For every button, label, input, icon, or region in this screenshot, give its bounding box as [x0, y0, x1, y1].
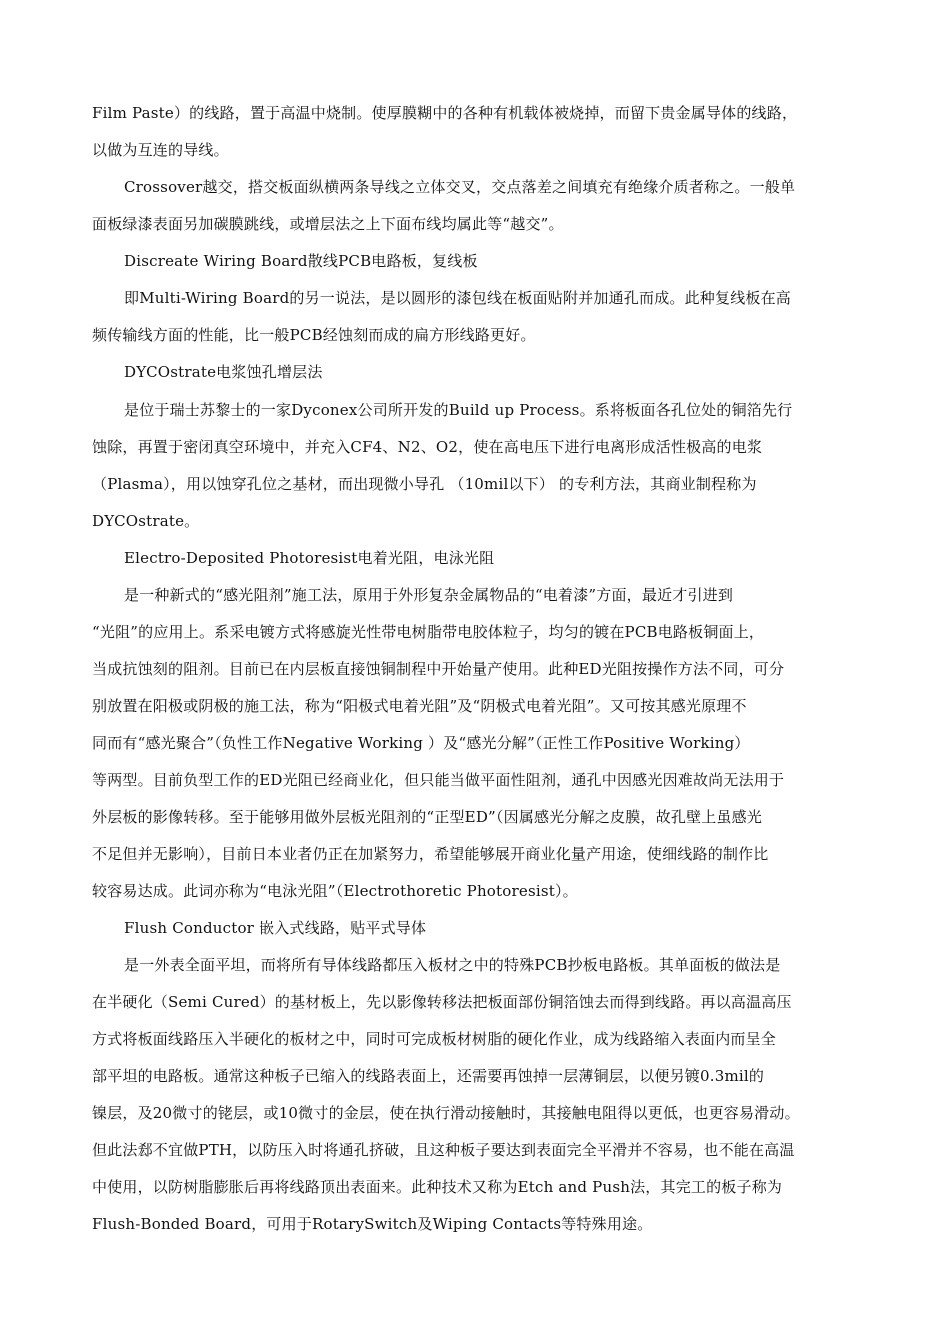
- text-line: 方式将板面线路压入半硬化的板材之中，同时可完成板材树脂的硬化作业，成为线路缩入表面内而呈全: [92, 1030, 777, 1048]
- text-line: 蚀除，再置于密闭真空环境中，并充入CF4、N2、O2，使在高电压下进行电离形成活性极高的电浆: [92, 438, 763, 456]
- text-line: 部平坦的电路板。通常这种板子已缩入的线路表面上，还需要再蚀掉一层薄铜层，以便另镀0.3mil的: [92, 1067, 765, 1085]
- term-heading: Flush Conductor 嵌入式线路，贴平式导体: [124, 919, 427, 937]
- paragraph-crossover: Crossover越交，搭交板面纵横两条导线之立体交叉，交点落差之间填充有绝缘介质者称之。一般单: [124, 178, 796, 196]
- text-line: 较容易达成。此词亦称为“电泳光阻”（Electrothoretic Photoresist）。: [92, 882, 578, 900]
- text-line: 频传输线方面的性能，比一般PCB经蚀刻而成的扁方形线路更好。: [92, 326, 536, 344]
- text-line: 是位于瑞士苏黎士的一家Dyconex公司所开发的Build up Process。系将板面各孔位处的铜箔先行: [124, 401, 793, 419]
- text-line: 镍层，及20微寸的铑层，或10微寸的金层，使在执行滑动接触时，其接触电阻得以更低，也更容易滑动。: [92, 1104, 800, 1122]
- text-line: 等两型。目前负型工作的ED光阻已经商业化，但只能当做平面性阻剂，通孔中因感光因难故尚无法用于: [92, 771, 785, 789]
- term-heading: Electro-Deposited Photoresist电着光阻，电泳光阻: [124, 549, 495, 567]
- text-line: 以做为互连的导线。: [92, 141, 229, 159]
- text-line: （Plasma），用以蚀穿孔位之基材，而出现微小导孔 （10mil以下） 的专利方法，其商业制程称为: [92, 475, 757, 493]
- text-line: 面板绿漆表面另加碳膜跳线，或增层法之上下面布线均属此等“越交”。: [92, 215, 564, 233]
- text-line: Film Paste）的线路，置于高温中烧制。使厚膜糊中的各种有机载体被烧掉，而留下贵金属导体的线路，: [92, 104, 798, 122]
- text-line: 别放置在阳极或阴极的施工法，称为“阳极式电着光阻”及“阴极式电着光阻”。又可按其感光原理不: [92, 697, 747, 715]
- text-line: Flush-Bonded Board，可用于RotarySwitch及Wiping Contacts等特殊用途。: [92, 1215, 653, 1233]
- text-line: 是一种新式的“感光阻剂”施工法，原用于外形复杂金属物品的“电着漆”方面，最近才引进到: [124, 586, 734, 604]
- text-line: DYCOstrate。: [92, 512, 200, 530]
- text-line: 当成抗蚀刻的阻剂。目前已在内层板直接蚀铜制程中开始量产使用。此种ED光阻按操作方法不同，可分: [92, 660, 785, 678]
- text-line: 中使用，以防树脂膨胀后再将线路顶出表面来。此种技术又称为Etch and Push法，其完工的板子称为: [92, 1178, 783, 1196]
- text-line: “光阻”的应用上。系采电镀方式将感旋光性带电树脂带电胶体粒子，均匀的镀在PCB电路板铜面上，: [92, 623, 765, 641]
- text-line: 但此法郄不宜做PTH，以防压入时将通孔挤破，且这种板子要达到表面完全平滑并不容易，也不能在高温: [92, 1141, 795, 1159]
- term-heading: DYCOstrate电浆蚀孔增层法: [124, 363, 323, 381]
- text-line: 是一外表全面平坦，而将所有导体线路都压入板材之中的特殊PCB抄板电路板。其单面板的做法是: [124, 956, 781, 974]
- text-line: 在半硬化（Semi Cured）的基材板上，先以影像转移法把板面部份铜箔蚀去而得到线路。再以高温高压: [92, 993, 792, 1011]
- text-line: 即Multi-Wiring Board的另一说法，是以圆形的漆包线在板面贴附并加通孔而成。此种复线板在高: [124, 289, 792, 307]
- text-line: 同而有“感光聚合”（负性工作Negative Working ）及“感光分解”（正性工作Positive Working）: [92, 734, 750, 752]
- text-line: 不足但并无影响），目前日本业者仍正在加紧努力，希望能够展开商业化量产用途，使细线路的制作比: [92, 845, 769, 863]
- text-line: 外层板的影像转移。至于能够用做外层板光阻剂的“正型ED”（因属感光分解之皮膜，故孔壁上虽感光: [92, 808, 763, 826]
- term-heading: Discreate Wiring Board散线PCB电路板，复线板: [124, 252, 478, 270]
